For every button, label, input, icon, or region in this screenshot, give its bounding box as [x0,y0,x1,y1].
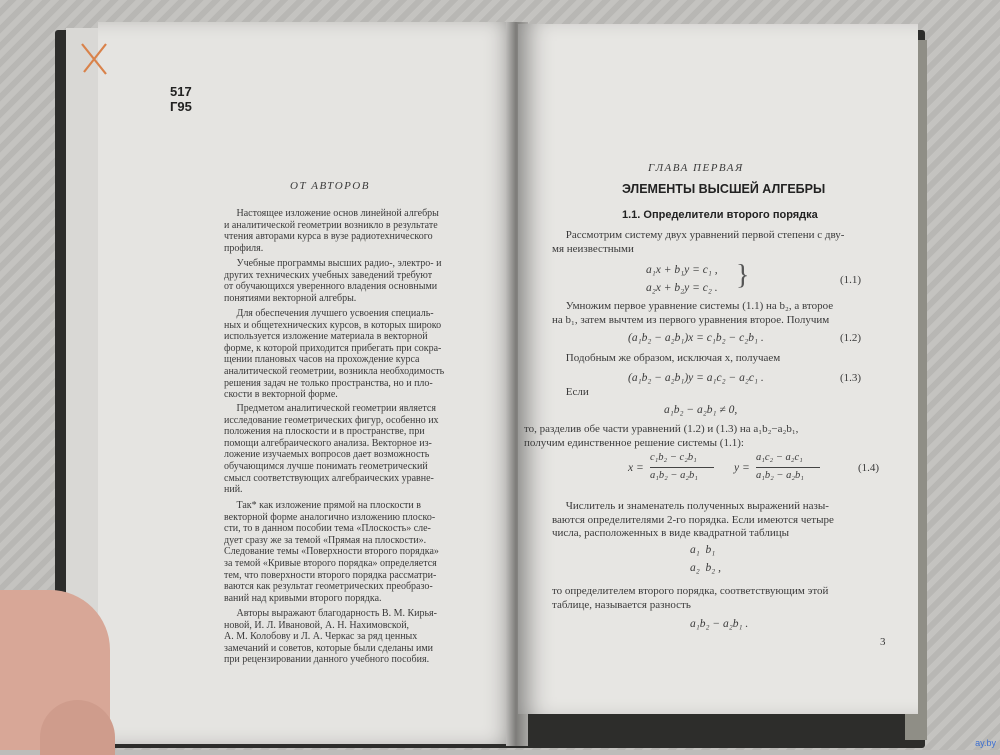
preface-paragraph-5: Так* как изложение прямой на плоскости в векторной форме аналогично изложению плоско- сти, то в данном пособии тема «Плоскость» сле- дует сразу же за темой «Прямая на плоскости». Следование темы «Поверхности второго порядка» за темой «Кривые второго порядка» определяется тем, что поверхности второго порядка рассматри- ваются как результат геометрических преобразо- ваний над кривыми второго порядка. [224,500,439,604]
fraction-bar-x [650,467,714,468]
equation-condition: a₁b₂ − a₂b₁ ≠ 0, [664,404,738,416]
solution-x-label: x = [628,462,644,474]
preface-paragraph-2: Учебные программы высших радио-, электро- и других технических учебных заведений требуют от обучающихся уверенного владения основными понятиями векторной алгебры. [224,258,442,304]
paragraph-1: Рассмотрим систему двух уравнений первой степени с дву- мя неизвестными [552,229,845,255]
table-row-1: a₁ b₁ [690,544,716,556]
equation-1-line-1: a₁x + b₁y = c₁ , [646,264,718,276]
equation-4-number: (1.4) [858,462,880,474]
paragraph-7: то определителем второго порядка, соответствующим этой таблице, называется разность [552,585,829,611]
watermark: ay.by [975,738,996,748]
library-code-1: 517 [170,84,192,99]
right-page [518,24,918,714]
paragraph-3: Подобным же образом, исключая x, получаем [552,352,781,364]
preface-paragraph-6: Авторы выражают благодарность В. М. Кирья- новой, И. Л. Ивановой, А. Н. Нахимовской, А. М. Колобову и Л. А. Черкас за ряд ценных замечаний и советов, которые были сделаны ими при рецензировании данного учебного пособия. [224,608,437,666]
library-code-2: Г95 [170,99,192,114]
fraction-bar-y [756,467,820,468]
solution-x-numerator: c₁b₂ − c₂b₁ [650,452,697,463]
preface-heading: ОТ АВТОРОВ [290,180,370,192]
equation-1-line-2: a₂x + b₂y = c₂ . [646,282,718,294]
system-brace: } [736,260,750,291]
solution-x-denominator: a₁b₂ − a₂b₁ [650,470,698,481]
equation-3: (a₁b₂ − a₂b₁)y = a₁c₂ − a₂c₁ . [628,372,764,384]
preface-paragraph-4: Предметом аналитической геометрии является исследование геометрических фигур, особенно их положения на плоскости и в пространстве, при помощи алгебраического анализа. Векторное из- ложение изучаемых вопросов дает возможность обучающимся лучше понимать геометрический смысл соответствующих алгебраических уравне- ний. [224,403,439,496]
paragraph-5: то, разделив обе части уравнений (1.2) и (1.3) на a₁b₂−a₂b₁, получим единственное решение системы (1.1): [524,423,799,449]
chapter-title: ЭЛЕМЕНТЫ ВЫСШЕЙ АЛГЕБРЫ [622,182,826,196]
paragraph-2: Умножим первое уравнение системы (1.1) на b₂, а второе на b₁, затем вычтем из первого уравнения второе. Получим [552,300,834,326]
solution-y-label: y = [734,462,750,474]
equation-2: (a₁b₂ − a₂b₁)x = c₁b₂ − c₂b₁ . [628,332,764,344]
preface-paragraph-1: Настоящее изложение основ линейной алгебры и аналитической геометрии возникло в результате чтения авторами курса в вузе радиотехнического профиля. [224,208,439,254]
pencil-cross-mark [78,40,112,78]
solution-y-numerator: a₁c₂ − a₂c₁ [756,452,803,463]
solution-y-denominator: a₁b₂ − a₂b₁ [756,470,804,481]
paragraph-6: Числитель и знаменатель полученных выражений назы- ваются определителями 2-го порядка. Если имеются четыре числа, расположенных в виде квадратной таблицы [552,500,834,539]
equation-difference: a₁b₂ − a₂b₁ . [690,618,749,630]
preface-paragraph-3: Для обеспечения лучшего усвоения специаль- ных и общетехнических курсов, в которых широко используется изложение материала в векторной форме, к которой приходится прибегать при сокра- щении плановых часов на прохождение курса аналитической геометрии, возникла необходимость решения задач не только пространства, но и пло- скости в векторной форме. [224,308,445,401]
page-number: 3 [880,636,886,648]
paragraph-4: Если [552,386,589,398]
section-title: 1.1. Определители второго порядка [622,209,818,221]
equation-1-number: (1.1) [840,274,862,286]
chapter-label: ГЛАВА ПЕРВАЯ [648,162,744,174]
left-page [98,22,518,744]
equation-2-number: (1.2) [840,332,862,344]
table-row-2: a₂ b₂ , [690,562,721,574]
equation-3-number: (1.3) [840,372,862,384]
